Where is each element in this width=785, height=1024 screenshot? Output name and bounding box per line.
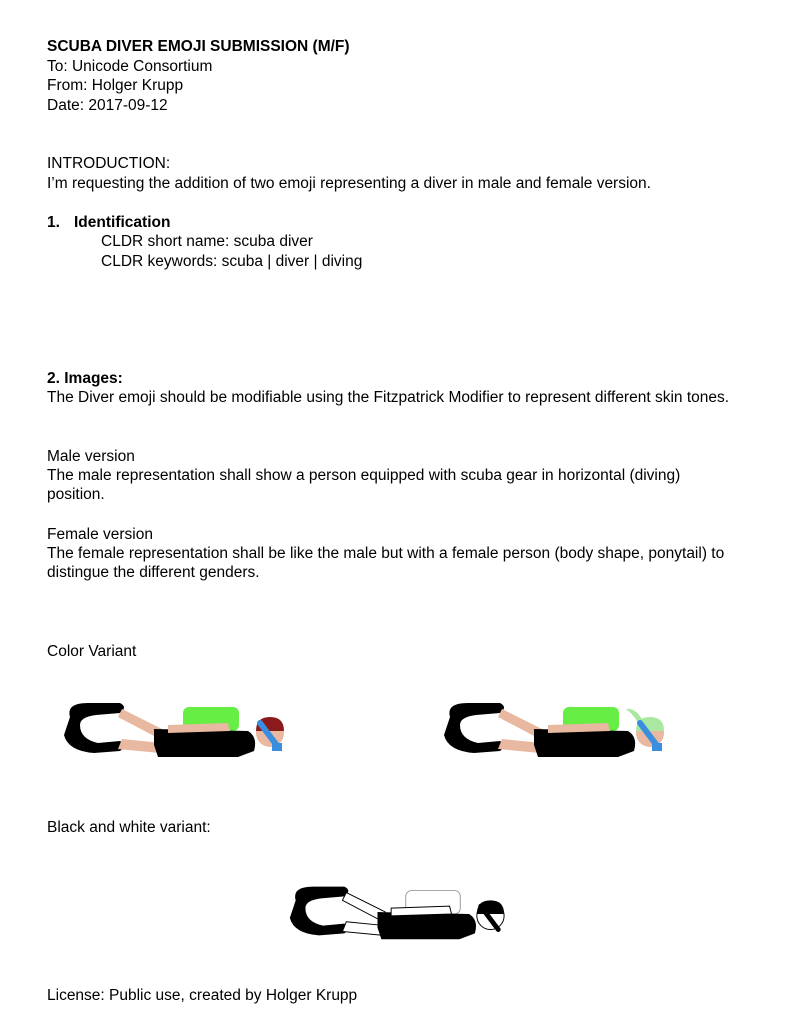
male-version-label: Male version <box>47 448 135 465</box>
cldr-keywords: CLDR keywords: scuba | diver | diving <box>101 253 363 270</box>
mask <box>272 743 282 751</box>
identification-heading <box>47 213 170 232</box>
date-line: Date: 2017-09-12 <box>47 97 168 114</box>
fins <box>444 703 504 753</box>
section-number: 1. <box>47 214 60 231</box>
diver-black-white-image <box>284 878 508 946</box>
female-version-text: The female representation shall be like the male but with a female person (body shape, ponytail) to distingue the different genders. <box>47 545 725 581</box>
images-heading: 2. Images: <box>47 370 123 387</box>
female-version-label: Female version <box>47 526 153 543</box>
fins <box>290 887 348 936</box>
female-diver-color-image <box>438 695 668 763</box>
document-title: SCUBA DIVER EMOJI SUBMISSION (M/F) <box>47 38 350 55</box>
arm <box>391 906 451 916</box>
license-text: License: Public use, created by Holger Krupp <box>47 987 358 1004</box>
color-variant-label: Color Variant <box>47 643 137 660</box>
wetsuit <box>534 729 635 757</box>
recipient-line: To: Unicode Consortium <box>47 58 213 75</box>
introduction-text: I’m requesting the addition of two emoji representing a diver in male and female version. <box>47 175 651 192</box>
black-white-variant-label: Black and white variant: <box>47 819 211 836</box>
fins <box>64 703 124 753</box>
mask <box>652 743 662 751</box>
images-intro-text: The Diver emoji should be modifiable using the Fitzpatrick Modifier to represent different skin tones. <box>47 389 730 406</box>
introduction-heading: INTRODUCTION: <box>47 155 171 172</box>
sender-line: From: Holger Krupp <box>47 77 184 94</box>
wetsuit <box>154 729 255 757</box>
male-version-text: The male representation shall show a person equipped with scuba gear in horizontal (diving) position. <box>47 467 681 503</box>
section-title: Identification <box>74 214 171 231</box>
male-diver-color-image <box>58 695 288 763</box>
cldr-short-name: CLDR short name: scuba diver <box>101 233 313 250</box>
